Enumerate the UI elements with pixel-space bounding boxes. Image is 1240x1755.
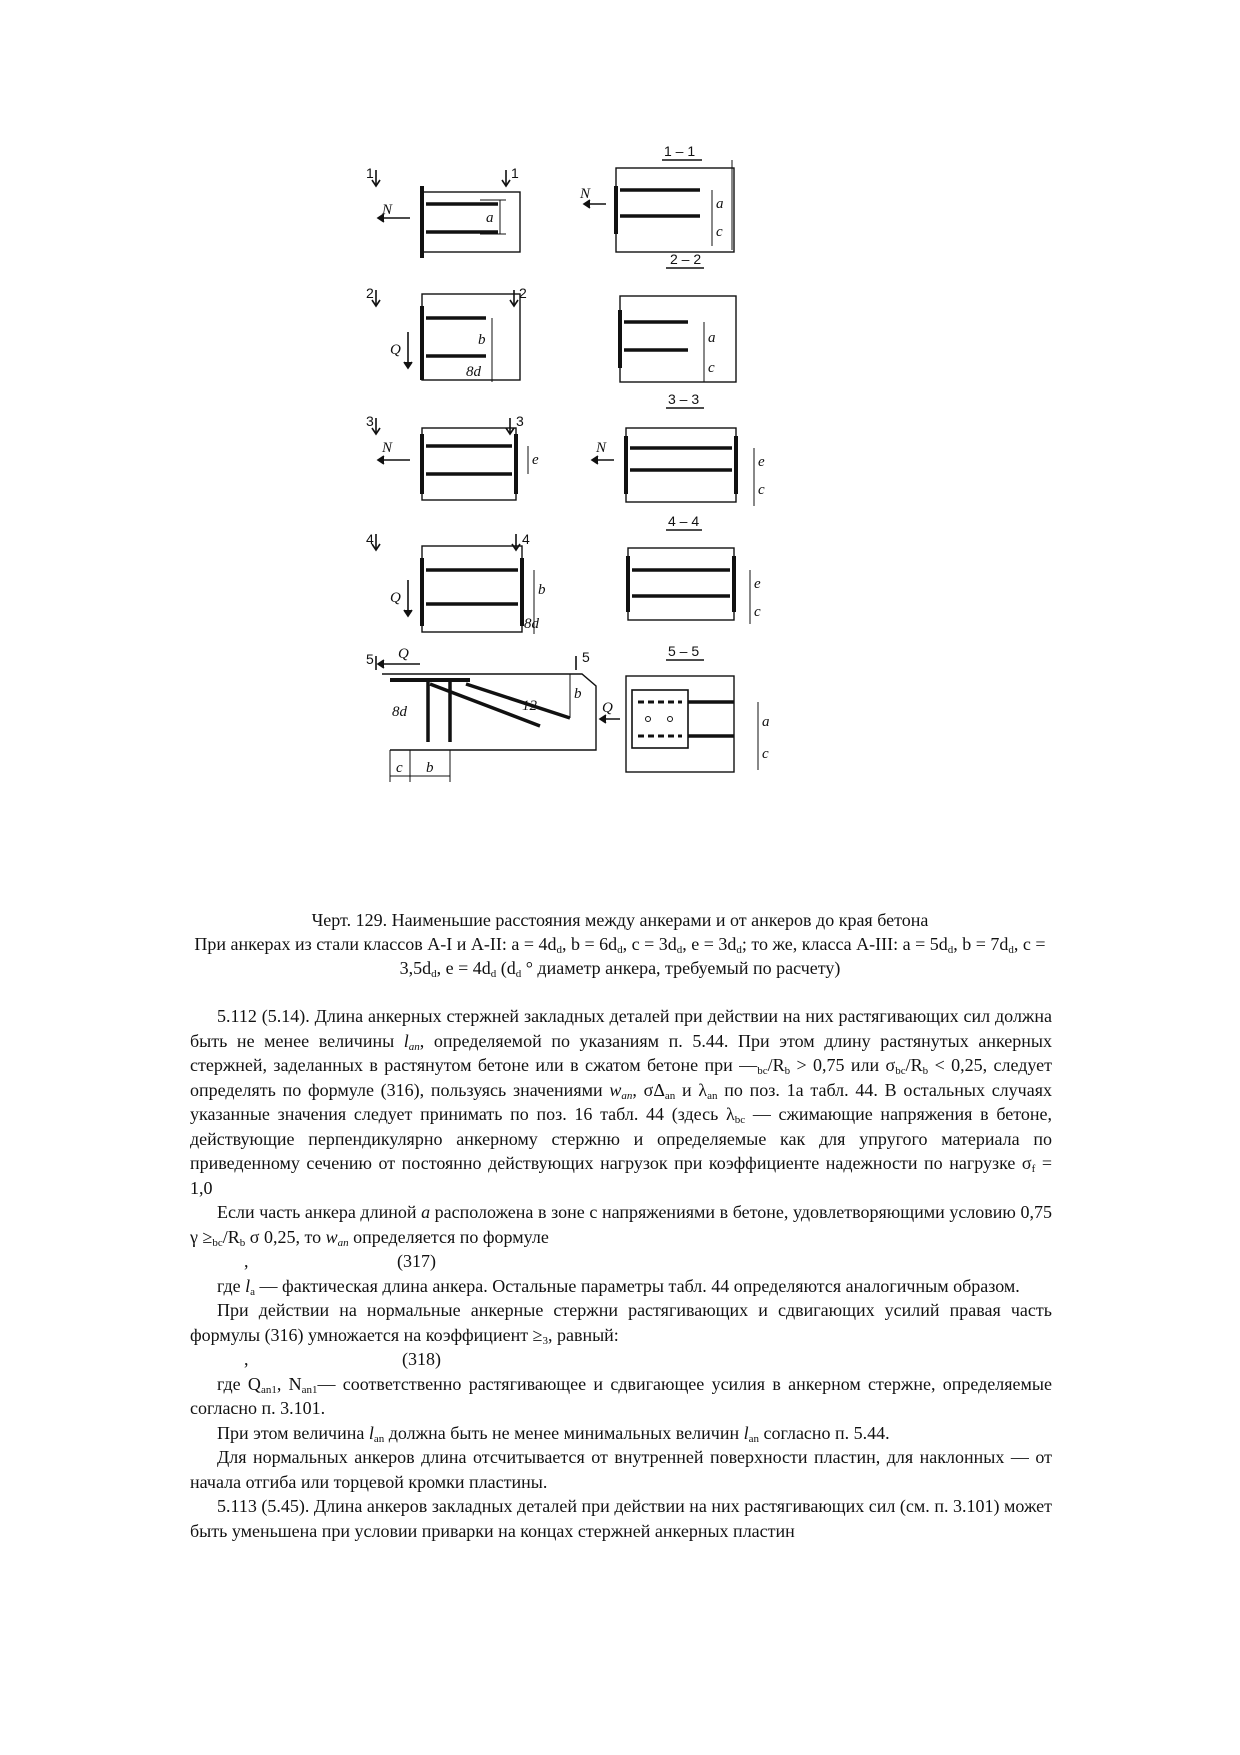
detail-1-left [372, 170, 520, 258]
section-mark: 1 [366, 165, 374, 181]
paragraph-coefficient: При действии на нормальные анкерные стержни растягивающих и сдвигающих усилий правая часть формулы (316) умножается на коэффициент $\ge_3$, равный: [190, 1300, 1052, 1347]
figure-caption [190, 908, 1050, 980]
paragraph-min-length: При этом величина $l_{an}$ должна быть не менее минимальных величин $l_{an}$ согласно п. 5.44. [217, 1422, 890, 1445]
paragraph-5-113: 5.113 (5.45). Длина анкеров закладных деталей при действии на них растягивающих сил (см. п. 3.101) может быть уменьшена при условии приварки на концах стержней анкерных пластин [190, 1496, 1052, 1541]
dim-label: c [758, 482, 765, 498]
dim-label: 8d [466, 364, 481, 380]
dim-label: a [708, 330, 716, 346]
body-text [190, 1004, 1052, 1543]
detail-2-right [620, 268, 736, 382]
paragraph-condition: Если часть анкера длиной a расположена в зоне с напряжениями в бетоне, удовлетворяющими условию 0,75 $\gamma \ge_{bc}/R_b$ σ 0,25, то $w_{an}$ определяется по формуле [190, 1202, 1052, 1249]
section-title: 4 – 4 [668, 513, 700, 529]
caption-title: Черт. 129. Наименьшие расстояния между анкерами и от анкеров до края бетона [311, 910, 929, 930]
section-mark: 4 [522, 531, 530, 547]
paragraph-where-la: где $l_a$ — фактическая длина анкера. Остальные параметры табл. 44 определяются аналогичным образом. [217, 1275, 1020, 1298]
drawing-129 [366, 143, 870, 880]
dim-label: b [478, 332, 486, 348]
force-label: Q [602, 700, 613, 716]
angle-label: 12 [522, 698, 537, 714]
force-label: N [382, 202, 393, 218]
force-label: N [596, 440, 607, 456]
formula-317: , (317) [244, 1251, 436, 1271]
dim-label: c [396, 760, 403, 776]
dim-label: e [532, 452, 539, 468]
dim-label: 8d [392, 704, 407, 720]
section-title: 2 – 2 [670, 251, 702, 267]
detail-4-left [372, 534, 534, 634]
dim-label: c [708, 360, 715, 376]
dim-label: a [762, 714, 770, 730]
force-label: Q [390, 342, 401, 358]
section-mark: 2 [519, 285, 527, 301]
formula-number: (317) [397, 1251, 436, 1271]
dim-label: a [486, 210, 494, 226]
section-title: 5 – 5 [668, 643, 700, 659]
dim-label: b [538, 582, 546, 598]
paragraph-normal-anchors: Для нормальных анкеров длина отсчитывается от внутренней поверхности пластин, для наклонных — от начала отгиба или торцевой кромки пластины. [190, 1447, 1052, 1492]
detail-3-right [592, 408, 754, 506]
dim-label: e [758, 454, 765, 470]
formula-318: , (318) [244, 1349, 441, 1369]
section-mark: 5 [366, 651, 374, 667]
caption-note: При анкерах из стали классов А-I и А-II: $a = 4d_d$, $b = 6d_d$, $c = 3d_d$, $e = 3d_d$; то же, класса А-III: $a = 5d_d$, $b = 7d_d$, $c = 3,5d_d$, $e = 4d_d$ ($d_d$ ° диаметр анкера, требуемый по расчету) [194, 934, 1046, 980]
section-title: 1 – 1 [664, 143, 696, 159]
detail-5-right [600, 660, 758, 772]
section-mark: 2 [366, 285, 374, 301]
detail-4-right [628, 530, 750, 624]
dim-label: e [754, 576, 761, 592]
detail-5-left [376, 656, 596, 782]
detail-1-right [584, 160, 734, 252]
anchor-spacing-figure [366, 143, 870, 880]
dim-label: c [762, 746, 769, 762]
dim-label: b [574, 686, 582, 702]
dim-label: c [754, 604, 761, 620]
section-title: 3 – 3 [668, 391, 700, 407]
section-mark: 4 [366, 531, 374, 547]
section-mark: 5 [582, 649, 590, 665]
dim-label: 8d [524, 616, 539, 632]
formula-number: (318) [402, 1349, 441, 1369]
detail-3-left [372, 418, 528, 500]
detail-2-left [372, 290, 520, 382]
force-label: Q [398, 646, 409, 662]
dim-label: a [716, 196, 724, 212]
section-mark: 3 [516, 413, 524, 429]
dim-label: b [426, 760, 434, 776]
section-mark: 3 [366, 413, 374, 429]
dim-label: c [716, 224, 723, 240]
paragraph-where-q: где $Q_{an1}$, $N_{an1}—$ соответственно растягивающее и сдвигающее усилия в анкерном стержне, определяемые согласно п. 3.101. [190, 1373, 1053, 1418]
section-mark: 1 [511, 165, 519, 181]
force-label: Q [390, 590, 401, 606]
force-label: N [382, 440, 393, 456]
paragraph-5-112: 5.112 (5.14). Длина анкерных стержней закладных деталей при действии на них растягивающих сил должна быть не менее величины $l_{an}$, определяемой по указаниям п. 5.44. При этом длину растянутых анкерных стержней, заделанных в растянутом бетоне или в сжатом бетоне при $—_{bc}/R_b > 0,75$ или $\sigma_{bc}/R_b < 0,25$, следует определять по формуле (316), пользуясь значениями $w_{an}$, $\sigma\Delta_{an}$ и $\lambda_{an}$ по поз. 1а табл. 44. В остальных случаях указанные значения следует принимать по поз. 16 табл. 44 (здесь $\lambda_{bc}$ — сжимающие напряжения в бетоне, действующие перпендикулярно анкерному стержню и определяемые как для упругого материала по приведенному сечению от постоянно действующих нагрузок при коэффициенте надежности по нагрузке $\sigma_f = 1,0$ [190, 1006, 1052, 1198]
force-label: N [580, 186, 591, 202]
